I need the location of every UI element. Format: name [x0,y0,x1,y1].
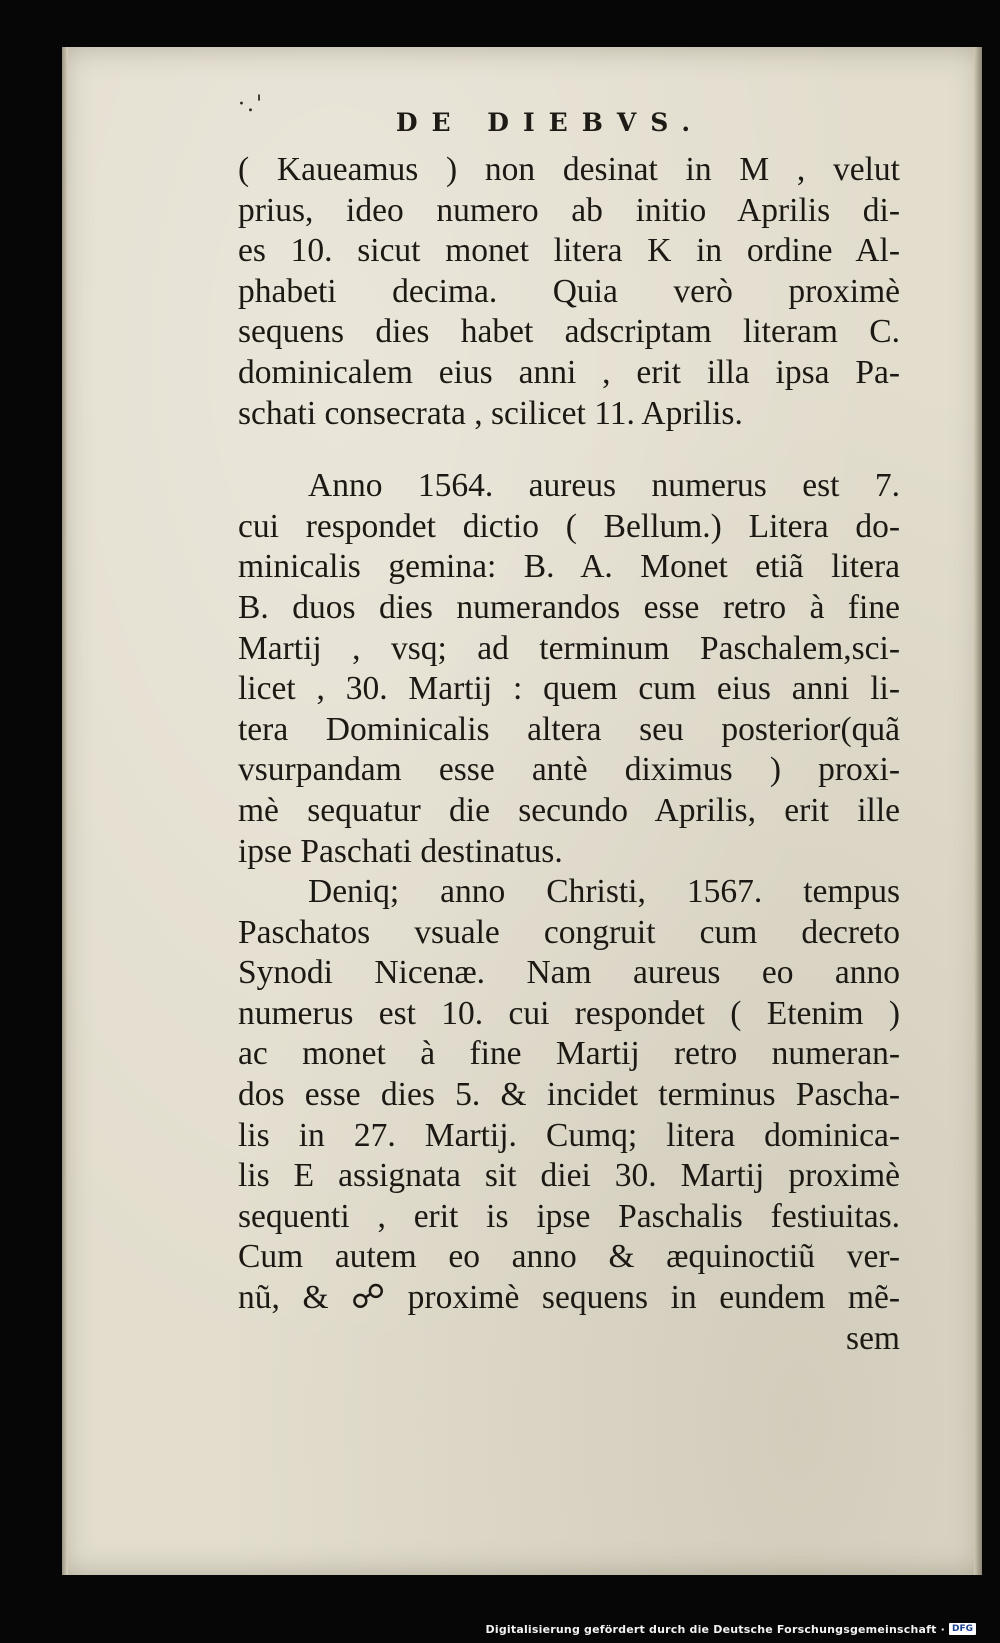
text-line: ( Kaueamus ) non desinat in M , velut [238,151,900,188]
paragraph-2 [238,466,900,872]
text-line: lis E assignata sit diei 30. Martij proximè [238,1157,900,1195]
text-line: Deniq; anno Christi, 1567. tempus [308,873,900,911]
running-head: DE DIEBVS. [395,108,705,137]
text-line: sequenti , erit is ipse Paschalis festiuitas. [238,1197,900,1235]
text-line: Cum autem eo anno & æquinoctiũ ver- [238,1238,900,1276]
text-line: dominicalem eius anni , erit illa ipsa Pa- [238,353,900,391]
text-line: B. duos dies numerandos esse retro à fine [238,588,900,626]
page-right-edge [974,47,982,1575]
text-line: Paschatos vsuale congruit cum decreto [238,913,900,951]
text-line: cui respondet dictio ( Bellum.) Litera do- [238,507,900,545]
text-line: ipse Paschati destinatus. [238,832,563,870]
text-line: lis in 27. Martij. Cumq; litera dominica- [238,1116,900,1154]
text-line: dos esse dies 5. & incidet terminus Pascha- [238,1076,900,1114]
text-line: minicalis gemina: B. A. Monet etiã litera [238,548,900,586]
paragraph-1 [238,150,900,434]
credit-text: Digitalisierung gefördert durch die Deutsche Forschungsgemeinschaft · [485,1622,945,1636]
dfg-logo-icon: DFG [949,1623,976,1635]
body-text [238,150,900,1359]
corner-mark: ·.' [238,92,265,117]
page-left-edge [62,47,68,1575]
text-line: phabeti decima. Quia verò proximè [238,272,900,310]
digitization-credit [486,1621,976,1637]
text-line: Synodi Nicenæ. Nam aureus eo anno [238,954,900,992]
text-line: mè sequatur die secundo Aprilis, erit ille [238,791,900,829]
paragraph-gap [238,434,900,466]
catchword: sem [846,1319,900,1357]
text-line: Anno 1564. aureus numerus est 7. [308,467,900,505]
text-line: ac monet à fine Martij retro numeran- [238,1035,900,1073]
text-line: tera Dominicalis altera seu posterior(quã [238,710,900,748]
text-line: nũ, & ☍ proximè sequens in eundem mẽ- [238,1279,900,1317]
paragraph-3 [238,872,900,1359]
text-line: Martij , vsq; ad terminum Paschalem,sci- [238,629,900,667]
text-line: vsurpandam esse antè diximus ) proxi- [238,751,900,789]
text-line: schati consecrata , scilicet 11. Aprilis. [238,394,743,432]
text-line: licet , 30. Martij : quem cum eius anni li- [238,670,900,708]
text-line: sequens dies habet adscriptam literam C. [238,313,900,351]
text-line: prius, ideo numero ab initio Aprilis di- [238,191,900,229]
text-line: numerus est 10. cui respondet ( Etenim ) [238,994,900,1032]
text-line: es 10. sicut monet litera K in ordine Al- [238,232,900,270]
